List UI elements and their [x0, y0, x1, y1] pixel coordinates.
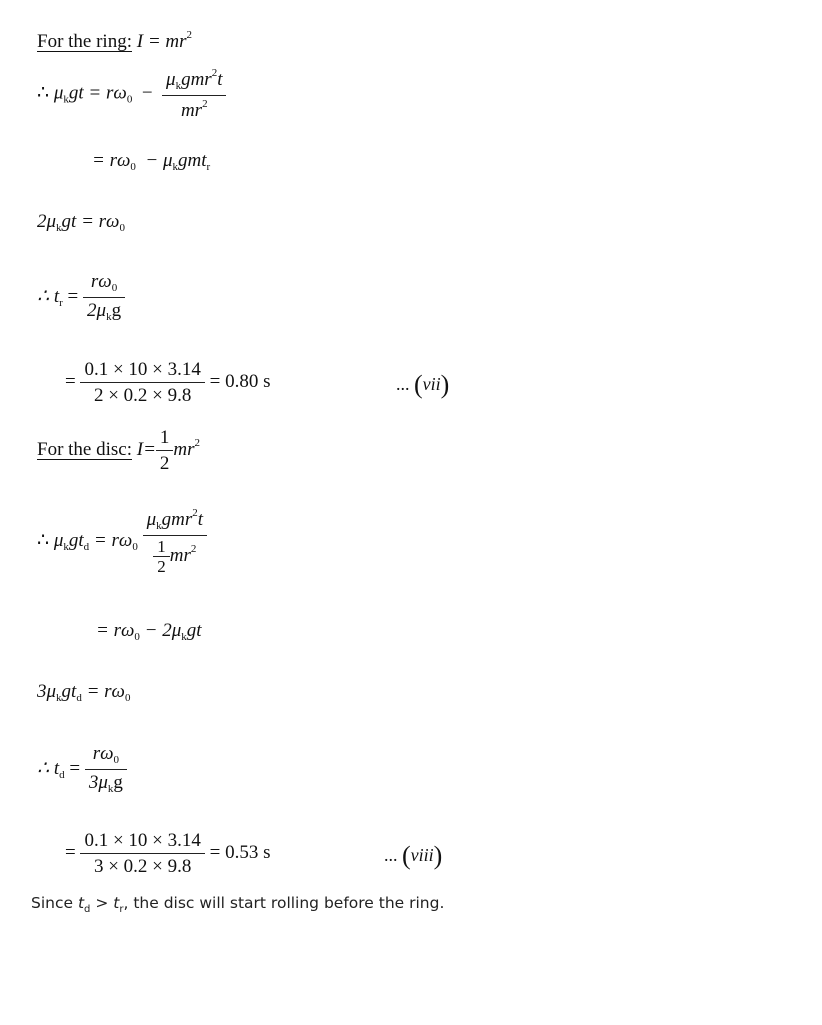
disc-fraction-1: $\mu_kgmr^2t$ $\frac{1}{2}$ $mr^2$: [143, 508, 207, 575]
ring-heading: For the ring:: [37, 31, 132, 52]
ring-heading-line: For the ring: $I = mr^2$: [37, 29, 193, 52]
ring-calculation: = $\frac{0.1 \times 10 \times 3.14}{2 \times 0.2 \times 9.8}$ = 0.80 s: [65, 359, 271, 406]
conclusion-text: Since $t_d > t_r$, the disc will start rolling before the ring.: [31, 894, 445, 916]
ring-equation-2: = $r\omega_0 - \mu_kgmt_r$: [92, 150, 211, 173]
disc-result: = 0.53 s: [209, 841, 271, 863]
disc-heading: For the disc:: [37, 438, 132, 460]
disc-time-formula: ∴ $t_d$ = $\frac{r\omega_0}{3\mu_kg}$: [37, 744, 127, 795]
ring-ref-vii: ... (vii): [396, 370, 450, 399]
disc-heading-line: For the disc: I= $\frac{1}{2}$ $mr^2$: [37, 427, 201, 474]
ring-result: = 0.80 s: [209, 370, 271, 392]
disc-ref-viii: ... (viii): [384, 841, 443, 870]
disc-time-fraction: $\frac{r\omega_0}{3\mu_kg}$: [85, 744, 127, 795]
disc-calc-fraction: $\frac{0.1 \times 10 \times 3.14}{3 \times 0.2 \times 9.8}$: [80, 831, 204, 876]
ring-calc-fraction: $\frac{0.1 \times 10 \times 3.14}{2 \times 0.2 \times 9.8}$: [80, 360, 204, 405]
disc-equation-2: = $r\omega_0 - 2\mu_kgt$: [96, 620, 202, 643]
ring-equation-3: $2\mu_kgt = r\omega_0$: [37, 211, 125, 234]
ring-equation-1: ∴ $\mu_kgt = r\omega_0$ − $\frac{\mu_kgmr^2t}{mr^2}$: [37, 68, 226, 120]
ring-time-formula: ∴ $t_r$ = $\frac{r\omega_0}{2\mu_kg}$: [37, 272, 125, 323]
disc-half-fraction: $\frac{1}{2}$: [156, 428, 174, 473]
ring-fraction-1: $\frac{\mu_kgmr^2t}{mr^2}$: [162, 68, 226, 120]
ring-time-fraction: $\frac{r\omega_0}{2\mu_kg}$: [83, 272, 125, 323]
disc-calculation: = $\frac{0.1 \times 10 \times 3.14}{3 \times 0.2 \times 9.8}$ = 0.53 s: [65, 830, 271, 877]
disc-equation-3: $3\mu_kgt_d = r\omega_0$: [37, 681, 131, 704]
disc-equation-1: ∴ $\mu_kgt_d = r\omega_0$ $\mu_kgmr^2t$ $\frac{1}{2}$ $mr^2$: [37, 508, 207, 575]
ring-inertia: I = mr: [136, 31, 187, 52]
